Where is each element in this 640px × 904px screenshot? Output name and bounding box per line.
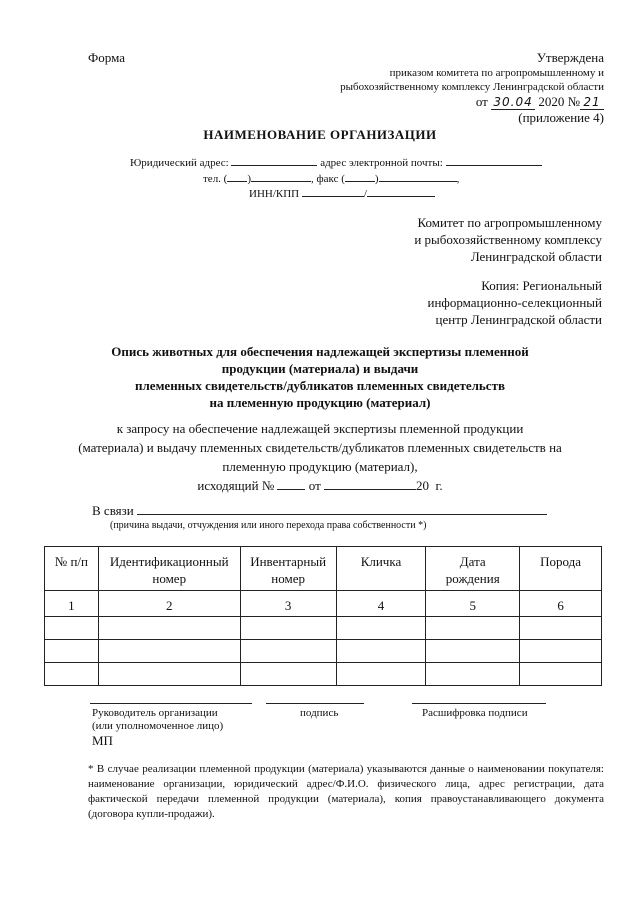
inn-slash: /: [363, 188, 367, 200]
recipient-line-2: и рыбохозяйственному комплексу: [414, 232, 602, 247]
inn-kpp-label: ИНН/КПП: [249, 188, 300, 200]
copy-line-1: Копия: Региональный: [481, 278, 602, 293]
outgoing-number-field[interactable]: [277, 489, 305, 490]
numbering-cell: 4: [336, 591, 426, 617]
table-cell[interactable]: [45, 640, 99, 663]
inn-field[interactable]: [302, 196, 364, 197]
decoding-label: Расшифровка подписи: [422, 707, 528, 719]
numbering-cell: 2: [98, 591, 240, 617]
date-year-no: 2020 №: [538, 94, 580, 109]
order-date-handwritten: 30.04: [491, 95, 535, 110]
numbering-cell: 5: [426, 591, 520, 617]
table-cell[interactable]: [336, 617, 426, 640]
table-row: [45, 617, 602, 640]
phone-code-field[interactable]: [227, 181, 247, 182]
table-cell[interactable]: [520, 663, 602, 686]
outgoing-line: [0, 476, 640, 495]
fax-label: , факс (: [311, 173, 345, 185]
table-cell[interactable]: [336, 663, 426, 686]
outgoing-year: 20: [416, 478, 429, 493]
document-title-line-1: Опись животных для обеспечения надлежащей экспертизы племенной: [111, 344, 529, 359]
reason-label: В связи: [92, 503, 134, 518]
table-cell[interactable]: [98, 640, 240, 663]
fax-close: ): [374, 173, 379, 185]
table-cell[interactable]: [426, 663, 520, 686]
table-row: [45, 663, 602, 686]
document-title-line-4: на племенную продукцию (материал): [209, 395, 431, 410]
request-text: [0, 419, 640, 495]
order-date-line: [476, 94, 604, 110]
org-phone-line: [203, 173, 459, 185]
reason-line: [92, 503, 547, 519]
copy-line-2: информационно-селекционный: [427, 295, 602, 310]
org-title: НАИМЕНОВАНИЕ ОРГАНИЗАЦИИ: [203, 127, 437, 142]
outgoing-label: исходящий №: [197, 478, 275, 493]
appendix-label: (приложение 4): [518, 110, 604, 125]
kpp-field[interactable]: [367, 196, 435, 197]
table-cell[interactable]: [240, 663, 336, 686]
recipient-line-1: Комитет по агропромышленному: [417, 215, 602, 230]
request-line-2: (материала) и выдачу племенных свидетельств/дубликатов племенных свидетельств на: [78, 440, 562, 455]
table-cell[interactable]: [240, 640, 336, 663]
table-cell[interactable]: [336, 640, 426, 663]
form-label: Форма: [88, 50, 125, 65]
recipient-line-3: Ленинградской области: [470, 249, 602, 264]
order-line-1: приказом комитета по агропромышленному и: [389, 67, 604, 79]
copy-line-3: центр Ленинградской области: [435, 312, 602, 327]
reason-hint: (причина выдачи, отчуждения или иного перехода права собственности *): [110, 520, 427, 531]
outgoing-from: от: [308, 478, 321, 493]
phone-field[interactable]: [251, 181, 311, 182]
numbering-cell: 3: [240, 591, 336, 617]
header-cell-name: Кличка: [336, 547, 426, 591]
table-cell[interactable]: [240, 617, 336, 640]
table-cell[interactable]: [426, 617, 520, 640]
header-cell-birthdate: Дата рождения: [426, 547, 520, 591]
order-line-2: рыбохозяйственному комплексу Ленинградской области: [340, 81, 604, 93]
table-row: [45, 640, 602, 663]
head-signature-line[interactable]: [90, 703, 252, 704]
table-numbering-row: [45, 591, 602, 617]
fax-field[interactable]: [379, 181, 457, 182]
header-cell-inventory: Инвентарный номер: [240, 547, 336, 591]
org-address-line: [130, 157, 542, 169]
reason-field[interactable]: [137, 514, 547, 515]
signature-label: подпись: [300, 707, 339, 719]
document-title-line-2: продукции (материала) и выдачи: [221, 361, 419, 376]
animals-table: [44, 546, 602, 686]
order-number-handwritten: 21: [580, 95, 604, 110]
stamp-label: МП: [92, 733, 113, 748]
document-title: [0, 343, 640, 411]
table-cell[interactable]: [45, 617, 99, 640]
numbering-cell: 1: [45, 591, 99, 617]
header-cell-id: Идентификационный номер: [98, 547, 240, 591]
table-header-row: [45, 547, 602, 591]
outgoing-date-field[interactable]: [324, 489, 416, 490]
signature-line[interactable]: [266, 703, 364, 704]
table-cell[interactable]: [45, 663, 99, 686]
footnote: * В случае реализации племенной продукции (материала) указываются данные о наименовании покупателя: наименование организации, юридический адрес/Ф.И.О. физического лица, адрес регистрации, дата фактической передачи племенной продукции (материала), копия правоустанавливающего документа (договора купли-продажи).: [88, 763, 604, 820]
decoding-line[interactable]: [412, 703, 546, 704]
header-cell-number: № п/п: [45, 547, 99, 591]
fax-code-field[interactable]: [345, 181, 375, 182]
date-prefix: от: [475, 94, 488, 109]
org-inn-line: [249, 188, 435, 200]
outgoing-year-suffix: г.: [435, 478, 443, 493]
email-label: адрес электронной почты:: [320, 157, 443, 169]
table-cell[interactable]: [520, 617, 602, 640]
head-label: Руководитель организации: [92, 707, 218, 719]
table-cell[interactable]: [98, 617, 240, 640]
document-title-line-3: племенных свидетельств/дубликатов племенных свидетельств: [135, 378, 505, 393]
request-line-3: племенную продукцию (материал),: [222, 459, 418, 474]
approved-label: Утверждена: [536, 50, 604, 65]
header-cell-breed: Порода: [520, 547, 602, 591]
numbering-cell: 6: [520, 591, 602, 617]
table-cell[interactable]: [98, 663, 240, 686]
head-note: (или уполномоченное лицо): [92, 720, 224, 732]
phone-label: тел. (: [203, 173, 228, 185]
table-cell[interactable]: [520, 640, 602, 663]
request-line-1: к запросу на обеспечение надлежащей экспертизы племенной продукции: [116, 421, 524, 436]
phone-close: ): [247, 173, 252, 185]
table-cell[interactable]: [426, 640, 520, 663]
copy-block: [428, 277, 603, 328]
recipient-block: [414, 214, 602, 265]
legal-address-field[interactable]: [231, 165, 317, 166]
legal-address-label: Юридический адрес:: [130, 157, 229, 169]
fax-comma: ,: [456, 173, 460, 185]
email-field[interactable]: [446, 165, 542, 166]
